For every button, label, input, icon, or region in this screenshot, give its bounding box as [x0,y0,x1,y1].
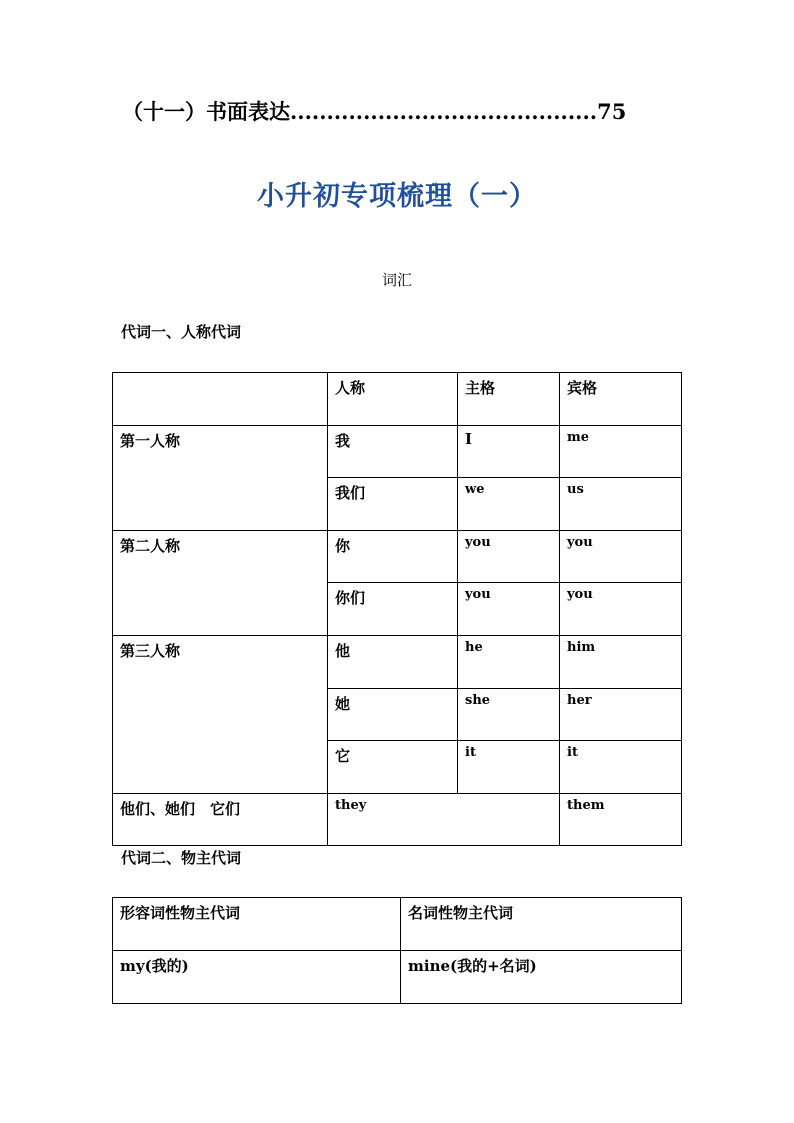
cell-chinese: 你们 [328,583,458,636]
cell-chinese: 我 [328,425,458,478]
cell-object: us [560,478,682,531]
cell-chinese: 她 [328,688,458,741]
personal-pronoun-table [112,372,682,846]
header-cell: 人称 [328,373,458,426]
group-label-first-person: 第一人称 [113,425,328,530]
cell-subject: she [458,688,560,741]
cell-object: her [560,688,682,741]
cell-chinese: 它 [328,741,458,794]
header-cell: 形容词性物主代词 [113,898,401,951]
cell-subject: he [458,635,560,688]
cell-chinese: 我们 [328,478,458,531]
possessive-pronoun-table [112,897,682,1004]
group-label-second-person: 第二人称 [113,530,328,635]
cell-object: you [560,583,682,636]
cell-subject: you [458,583,560,636]
toc-page-number: 75 [597,99,627,124]
cell-adjective-possessive: my(我的) [113,951,401,1004]
header-cell [113,373,328,426]
cell-subject: it [458,741,560,794]
cell-object: it [560,741,682,794]
table-row [113,635,682,688]
table-row [113,530,682,583]
toc-label: （十一）书面表达 [122,99,290,124]
cell-chinese: 他 [328,635,458,688]
cell-subject: you [458,530,560,583]
section1-heading: 代词一、人称代词 [121,323,242,341]
cell-subject: we [458,478,560,531]
group-label-third-person: 第三人称 [113,635,328,793]
header-cell: 主格 [458,373,560,426]
cell-object: him [560,635,682,688]
cell-object: them [560,793,682,846]
section2-heading: 代词二、物主代词 [121,849,242,867]
toc-entry [122,96,626,126]
cell-subject: they [328,793,560,846]
table-row [113,793,682,846]
header-cell: 名词性物主代词 [401,898,682,951]
section-subtitle: 词汇 [381,271,412,289]
table-row [113,425,682,478]
cell-chinese: 你 [328,530,458,583]
table-row [113,951,682,1004]
toc-leader-dots: .......................................... [290,99,598,124]
table-header-row [113,898,682,951]
cell-object: you [560,530,682,583]
table-header-row [113,373,682,426]
cell-object: me [560,425,682,478]
cell-noun-possessive: mine(我的+名词) [401,951,682,1004]
group-label-plural: 他们、她们 它们 [113,793,328,846]
page-title: 小升初专项梳理（一） [257,181,537,212]
cell-subject: I [458,425,560,478]
header-cell: 宾格 [560,373,682,426]
